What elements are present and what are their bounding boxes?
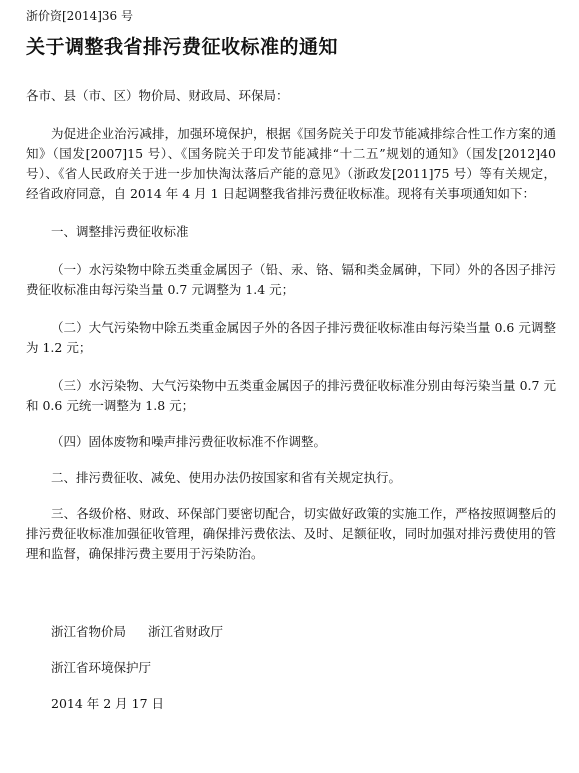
section-1-item-1: （一）水污染物中除五类重金属因子（铅、汞、铬、镉和类金属砷，下同）外的各因子排污费征收标准由每污染当量 0.7 元调整为 1.4 元； [26, 262, 556, 297]
intro-paragraph: 为促进企业治污减排，加强环境保护，根据《国务院关于印发节能减排综合性工作方案的通知》（国发[2007]15 号）、《国务院关于印发节能减排“十二五”规划的通知》（国发[2012]40 号）、《省人民政府关于进一步加快淘汰落后产能的意见》（浙政发[2011]75 号）等有关规定，经省政府同意，自 2014 年 4 月 1 日起调整我省排污费征收标准。现将有关事项通知如下： [26, 126, 556, 201]
issuer-price-bureau: 浙江省物价局 [51, 624, 127, 639]
issuer-finance-department: 浙江省财政厅 [148, 624, 224, 639]
section-1-heading: 一、调整排污费征收标准 [51, 224, 189, 239]
section-1-item-4: （四）固体废物和噪声排污费征收标准不作调整。 [51, 434, 327, 449]
section-1-item-3: （三）水污染物、大气污染物中五类重金属因子的排污费征收标准分别由每污染当量 0.7 元和 0.6 元统一调整为 1.8 元； [26, 378, 556, 413]
notice-document [26, 8, 556, 714]
document-number: 浙价资[2014]36 号 [26, 9, 133, 23]
section-3-paragraph: 三、各级价格、财政、环保部门要密切配合，切实做好政策的实施工作，严格按照调整后的排污费征收标准加强征收管理，确保排污费依法、及时、足额征收，同时加强对排污费使用的管理和监督，确保排污费主要用于污染防治。 [26, 506, 556, 561]
addressee-line: 各市、县（市、区）物价局、财政局、环保局： [26, 88, 289, 103]
section-1-item-2: （二）大气污染物中除五类重金属因子外的各因子排污费征收标准由每污染当量 0.6 元调整为 1.2 元； [26, 320, 556, 355]
signature-issuers-row [26, 622, 556, 642]
section-2-paragraph: 二、排污费征收、减免、使用办法仍按国家和省有关规定执行。 [51, 470, 402, 485]
document-title: 关于调整我省排污费征收标准的通知 [26, 36, 339, 58]
issue-date: 2014 年 2 月 17 日 [51, 696, 165, 711]
issuer-environment-department: 浙江省环境保护厅 [51, 660, 152, 675]
